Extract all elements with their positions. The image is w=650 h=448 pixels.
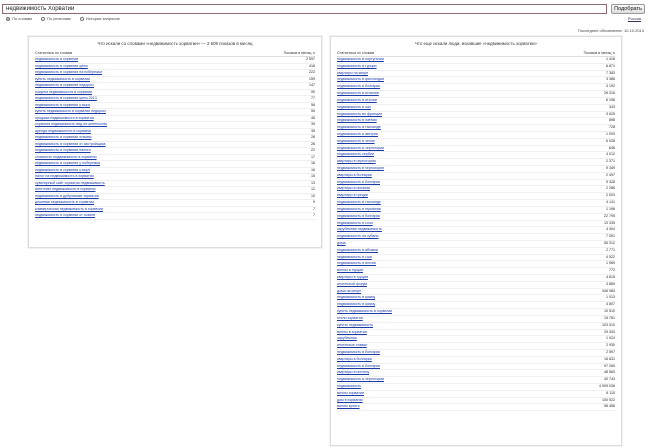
impressions-count: 16 631 — [604, 356, 615, 361]
query-link[interactable]: недвижимость в хорватии на побережье — [35, 70, 103, 74]
query-link[interactable]: дом в хорватии — [337, 397, 363, 402]
table-row — [337, 309, 615, 316]
radio-icon — [6, 17, 10, 21]
query-link[interactable]: недвижимость сербии — [337, 152, 374, 157]
query-link[interactable]: аренда недвижимости в хорватии — [35, 128, 92, 133]
search-bar — [2, 2, 647, 24]
query-link[interactable]: недвижимость в хорватии от застройщика — [35, 141, 106, 146]
table-row — [337, 221, 615, 228]
impressions-count: 1 418 — [606, 57, 615, 61]
query-link[interactable]: недвижимость в хорватии у моря — [35, 167, 91, 172]
query-link[interactable]: агентство недвижимости в хорватии — [35, 187, 96, 191]
query-link[interactable]: недвижимость в хорватии — [35, 57, 79, 61]
query-link[interactable]: ипотечный форум — [337, 281, 367, 286]
impressions-count: 728 — [609, 125, 615, 130]
sort-icon: ⇅ — [312, 51, 315, 55]
impressions-count: 3 625 — [606, 111, 615, 116]
impressions-count: 2 371 — [606, 159, 615, 164]
impressions-count: 26 316 — [604, 91, 615, 96]
radio-icon — [80, 17, 84, 21]
query-link[interactable]: квартиры в черногории — [337, 159, 376, 164]
impressions-count: 346 983 — [602, 288, 615, 293]
query-link[interactable]: зарубежная — [337, 336, 357, 341]
query-link[interactable]: купить недвижимость в хорватии — [35, 76, 91, 81]
impressions-count: 4 509 036 — [599, 384, 615, 388]
impressions-count: 1 024 — [606, 336, 615, 341]
impressions-count: 4 522 — [606, 254, 615, 259]
table-row — [337, 71, 615, 78]
impressions-count: 28 — [311, 135, 315, 139]
search-input[interactable] — [3, 5, 566, 13]
column-query[interactable]: Статистика по словам — [337, 51, 375, 55]
table-row — [337, 289, 615, 296]
table-row — [337, 91, 615, 98]
impressions-count: 90 — [311, 89, 315, 94]
query-link[interactable]: недвижимость в хорватии цены 2013 — [35, 96, 97, 100]
query-link[interactable]: недвижимость в болгарии — [337, 179, 381, 184]
table-row — [337, 200, 615, 207]
impressions-count: 10 510 — [604, 309, 615, 314]
query-link[interactable]: недвижимость в абхазии — [337, 247, 379, 252]
impressions-count: 29 343 — [604, 329, 615, 334]
query-link[interactable]: недвижимость в черногории — [337, 145, 385, 150]
impressions-count: 4 012 — [606, 152, 615, 157]
query-link[interactable]: квартиры в испании — [337, 186, 371, 191]
table-row — [337, 132, 615, 139]
query-link[interactable]: квартиры в греции — [337, 193, 368, 198]
query-link[interactable]: налог на недвижимость в хорватии — [35, 174, 94, 178]
table-row — [337, 186, 615, 193]
impressions-count: 77 — [311, 96, 315, 100]
table-row — [337, 357, 615, 364]
query-link[interactable]: стоимость недвижимости в хорватии — [35, 154, 97, 159]
impressions-count: 17 — [311, 154, 315, 159]
table-row — [337, 207, 615, 214]
query-link[interactable]: виллы в турции — [337, 268, 364, 273]
query-link[interactable]: недвижимость в хорватии от хозяев — [35, 213, 96, 217]
radio-icon — [41, 17, 45, 21]
table-row — [337, 146, 615, 153]
query-link[interactable]: недвижимость во франции — [337, 111, 382, 116]
query-link[interactable]: недвижимость в англии — [337, 261, 377, 266]
impressions-count: 55 312 — [604, 240, 615, 245]
table-row — [337, 57, 615, 64]
table-header — [337, 50, 615, 57]
impressions-count: 16 — [311, 167, 315, 172]
query-link[interactable]: квартиры в ипотеку — [337, 370, 370, 375]
query-link[interactable]: недвижимость в италии — [337, 97, 377, 102]
table-row — [337, 343, 615, 350]
impressions-count: 4 141 — [606, 200, 615, 205]
query-link[interactable]: недвижимость в сочи — [337, 220, 373, 225]
query-link[interactable]: квартиры в болгарии — [337, 356, 372, 361]
table-row — [337, 180, 615, 187]
query-link[interactable]: виллы в хорватии — [337, 329, 367, 334]
table-row — [337, 84, 615, 91]
query-link[interactable]: квартиры в турции — [337, 275, 369, 279]
panel-title: Что искали со словами «недвижимость хорватии» — 2 609 показов в месяц — [97, 41, 253, 46]
query-link[interactable]: виллы хорватии — [337, 390, 364, 395]
search-box — [2, 4, 607, 14]
impressions-count: 4 815 — [606, 275, 615, 279]
search-button[interactable]: Подобрать — [611, 4, 645, 14]
impressions-count: 2 497 — [606, 172, 615, 177]
impressions-count: 2 003 — [606, 193, 615, 198]
query-link[interactable]: недвижимость в болгарии — [337, 363, 381, 368]
impressions-count: 416 — [309, 63, 315, 68]
impressions-count: 96 456 — [604, 404, 615, 409]
query-link[interactable]: дома — [337, 240, 346, 245]
impressions-count: 1 013 — [606, 295, 615, 300]
query-link[interactable]: недвижимость в хорватии у побережья — [35, 161, 101, 165]
query-link[interactable]: недвижимость в хорватии недорого — [35, 83, 95, 87]
table-row — [337, 166, 615, 173]
table-row — [337, 77, 615, 84]
table-row — [337, 105, 615, 112]
query-link[interactable]: виллы купить — [337, 404, 360, 409]
query-link[interactable]: недвижимость в испании — [337, 91, 379, 96]
mode-by-words[interactable] — [6, 16, 32, 21]
column-query[interactable]: Статистика по словам — [35, 51, 73, 55]
table-row — [337, 323, 615, 330]
impressions-count: 4 404 — [606, 227, 615, 232]
query-link[interactable]: хорватия недвижимость вид на жительство — [35, 122, 108, 126]
query-link[interactable]: сувенирный сайт хорватия недвижимость — [35, 180, 105, 185]
table-row — [337, 125, 615, 132]
impressions-count: 7 383 — [606, 70, 615, 75]
included-words-panel — [28, 36, 322, 248]
table-row — [337, 302, 615, 309]
query-link[interactable]: недвижимость в турции — [337, 63, 377, 68]
impressions-count: 100 922 — [602, 397, 615, 402]
impressions-count: 4 807 — [606, 302, 615, 307]
query-link[interactable]: продажа недвижимости в хорватии — [35, 115, 94, 120]
impressions-count: 343 — [609, 104, 615, 109]
table-row — [35, 213, 315, 220]
query-link[interactable]: недвижимость в болгарии — [337, 213, 381, 218]
table-row — [337, 370, 615, 377]
impressions-count: 147 — [309, 83, 315, 87]
table-row — [337, 152, 615, 159]
query-link[interactable]: недвижимость в болгарии — [337, 349, 381, 354]
query-link[interactable]: недвижимость — [337, 384, 362, 388]
query-link[interactable]: недвижимость в хорватии отзывы — [35, 135, 92, 139]
table-row — [337, 159, 615, 166]
impressions-count: 222 — [309, 70, 315, 74]
query-link[interactable]: недвижимость в крыму — [337, 295, 376, 300]
mode-label: История запросов — [85, 16, 120, 21]
impressions-count: 26 — [311, 141, 315, 146]
query-link[interactable]: дома на кипре — [337, 288, 362, 293]
impressions-count: 6 196 — [606, 97, 615, 102]
table-header — [35, 50, 315, 57]
table-row — [337, 234, 615, 241]
impressions-count: 50 — [311, 109, 315, 113]
panel-title: Что еще искали люди, искавшие «недвижимость хорватии» — [415, 41, 537, 46]
table-row — [337, 398, 615, 405]
table-row — [337, 227, 615, 234]
query-link[interactable]: недвижимость в дубровнике хорватия — [35, 193, 99, 198]
impressions-count: 22 — [311, 148, 315, 152]
query-link[interactable]: купить недвижимость в хорватии недорого — [35, 109, 107, 113]
impressions-count: 2 597 — [606, 349, 615, 354]
related-searches-panel — [330, 36, 622, 446]
query-link[interactable]: недвижимость в черногории — [337, 166, 385, 170]
impressions-count: 13 — [311, 180, 315, 185]
table-row — [337, 98, 615, 105]
mode-history[interactable] — [80, 16, 120, 21]
query-link[interactable]: недвижимость на кубани — [337, 234, 379, 239]
query-link[interactable]: недвижимость в таиланде — [337, 125, 381, 130]
query-link[interactable]: купить недвижимость — [337, 322, 373, 327]
table-row — [337, 295, 615, 302]
impressions-count: 1 969 — [606, 261, 615, 266]
query-link[interactable]: дешевая недвижимость в хорватии — [35, 200, 95, 204]
sort-icon: ⇅ — [612, 51, 615, 55]
query-link[interactable]: недвижимость в португалии — [337, 57, 384, 61]
impressions-count: 39 — [311, 122, 315, 126]
right-rows — [337, 57, 615, 411]
impressions-count: 6 115 — [606, 390, 615, 395]
impressions-count: 898 — [609, 118, 615, 123]
region-link[interactable]: Россия — [627, 16, 641, 21]
impressions-count: 9 349 — [606, 166, 615, 170]
impressions-count: 16 — [311, 161, 315, 165]
query-link[interactable]: недвижимость в черногории — [337, 377, 385, 382]
mode-label: По словам — [12, 16, 32, 21]
query-link[interactable]: коммерческая недвижимость в хорватии — [35, 206, 103, 211]
table-row — [337, 193, 615, 200]
table-row — [337, 282, 615, 289]
query-link[interactable]: недвижимость в болгарии — [337, 84, 381, 89]
query-link[interactable]: недвижимость в германии — [337, 206, 381, 211]
left-rows — [35, 57, 315, 220]
table-row — [337, 261, 615, 268]
impressions-count: 10 335 — [604, 220, 615, 225]
table-row — [337, 173, 615, 180]
impressions-count: 1 093 — [606, 131, 615, 136]
impressions-count: 9 — [313, 200, 315, 204]
table-row — [337, 316, 615, 323]
table-row — [337, 248, 615, 255]
impressions-count: 3 889 — [606, 281, 615, 286]
table-row — [337, 364, 615, 371]
impressions-count: 3 192 — [606, 84, 615, 89]
query-link[interactable]: недвижимость в хорватии у моря — [35, 102, 91, 107]
table-row — [337, 377, 615, 384]
mode-by-regions[interactable] — [41, 16, 71, 21]
query-link[interactable]: недвижимость в австрии — [337, 131, 379, 136]
impressions-count: 7 591 — [606, 234, 615, 239]
query-link[interactable]: квартиры в болгарии — [337, 172, 372, 177]
query-link[interactable]: отели хорватии — [337, 315, 363, 320]
query-link[interactable]: квартиры на кипре — [337, 70, 369, 75]
query-link[interactable]: недвижимость в финляндии — [337, 77, 385, 82]
table-row — [337, 404, 615, 411]
impressions-count: 2 286 — [606, 186, 615, 191]
impressions-count: 2 771 — [606, 247, 615, 252]
table-row — [337, 241, 615, 248]
table-row — [337, 64, 615, 71]
table-row — [337, 214, 615, 221]
impressions-count: 35 — [311, 128, 315, 133]
impressions-count: 159 — [309, 76, 315, 81]
query-link[interactable]: недвижимость в таиланде — [337, 200, 381, 205]
impressions-count: 7 — [313, 213, 315, 217]
impressions-count: 56 — [311, 102, 315, 107]
impressions-count: 22 795 — [604, 213, 615, 218]
table-row — [337, 330, 615, 337]
impressions-count: 1 196 — [606, 206, 615, 211]
query-link[interactable]: недвижимость в крыму — [337, 302, 376, 307]
impressions-count: 6 028 — [606, 138, 615, 143]
query-link[interactable]: недвижимость в хорватии цены — [35, 63, 88, 68]
query-link[interactable]: покупка недвижимости в хорватии — [35, 89, 93, 94]
search-mode-options — [6, 16, 128, 22]
table-row — [337, 255, 615, 262]
query-link[interactable]: недвижимость в чехии — [337, 138, 375, 143]
impressions-count: 15 — [311, 174, 315, 178]
impressions-count: 15 781 — [604, 315, 615, 320]
mode-label: По регионам — [47, 16, 71, 21]
query-link[interactable]: недвижимость в оаэ — [337, 104, 371, 109]
impressions-count: 646 — [609, 145, 615, 150]
impressions-count: 3 386 — [606, 77, 615, 82]
query-link[interactable]: купить недвижимость в хорватии — [337, 309, 393, 314]
impressions-count: 48 563 — [604, 370, 615, 375]
impressions-count: 97 269 — [604, 363, 615, 368]
impressions-count: 2 597 — [306, 57, 315, 61]
impressions-count: 10 — [311, 193, 315, 198]
table-row — [337, 139, 615, 146]
table-row — [337, 118, 615, 125]
last-updated: Последнее обновление: 10.10.2013 — [577, 28, 644, 33]
table-row — [337, 268, 615, 275]
table-row — [337, 350, 615, 357]
impressions-count: 48 — [311, 115, 315, 120]
impressions-count: 12 — [311, 187, 315, 191]
impressions-count: 772 — [609, 268, 615, 273]
table-row — [337, 391, 615, 398]
query-link[interactable]: недвижимость в латвии — [337, 118, 377, 123]
impressions-count: 6 871 — [606, 63, 615, 68]
impressions-count: 103 510 — [602, 322, 615, 327]
column-count[interactable]: Показов в месяц ⇅ — [583, 51, 615, 55]
table-row — [337, 336, 615, 343]
query-link[interactable]: ипотечные ставки — [337, 343, 367, 348]
impressions-count: 40 743 — [604, 377, 615, 382]
table-row — [337, 275, 615, 282]
column-count[interactable]: Показов в месяц ⇅ — [283, 51, 315, 55]
impressions-count: 7 — [313, 206, 315, 211]
table-row — [337, 112, 615, 119]
query-link[interactable]: зарубежная недвижимость — [337, 227, 382, 232]
query-link[interactable]: недвижимость в сша — [337, 254, 372, 259]
table-row — [337, 384, 615, 391]
impressions-count: 9 328 — [606, 179, 615, 184]
impressions-count: 2 930 — [606, 343, 615, 348]
query-link[interactable]: недвижимость в хорватии налоги — [35, 148, 91, 152]
